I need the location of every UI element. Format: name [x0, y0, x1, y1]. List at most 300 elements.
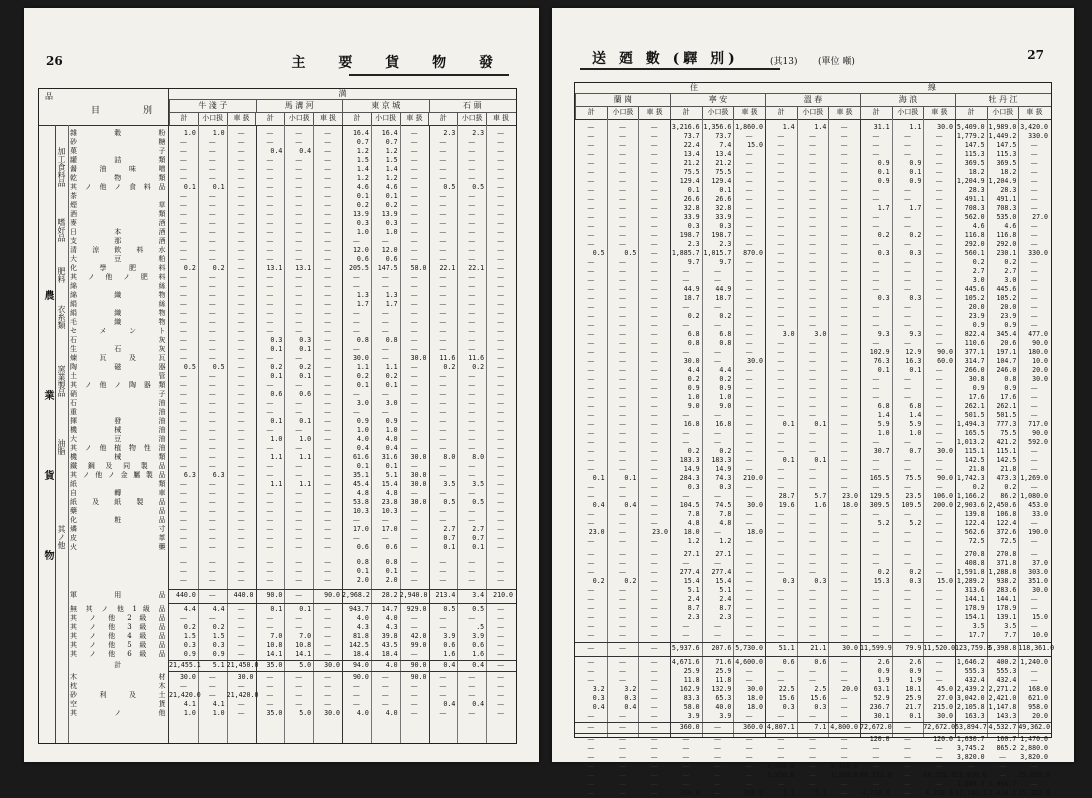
right-cell: 7.8 — [719, 510, 732, 518]
right-empty-dash: — — [777, 195, 785, 203]
right-empty-dash: — — [650, 249, 658, 257]
right-empty-dash: — — [650, 330, 658, 338]
right-misc-cell: 3.2 — [592, 685, 605, 693]
right-empty-dash: — — [808, 348, 816, 356]
right-empty-dash: — — [840, 411, 848, 419]
right-empty-dash: — — [618, 420, 626, 428]
left-bottom-empty-dash: — — [439, 691, 447, 699]
right-empty-dash: — — [935, 141, 943, 149]
right-cell: 23.0 — [652, 528, 668, 536]
right-misc-cell: 25.9 — [905, 694, 922, 702]
left-cell: 30.0 — [410, 471, 427, 479]
left-empty-dash: — — [468, 273, 476, 281]
right-empty-dash: — — [840, 303, 848, 311]
left-empty-dash: — — [179, 390, 187, 398]
right-bottom-empty-dash: — — [745, 780, 753, 788]
left-cell: 58.0 — [410, 264, 427, 272]
left-empty-dash: — — [266, 558, 274, 566]
right-empty-dash: — — [872, 465, 880, 473]
left-empty-dash: — — [324, 138, 332, 146]
left-empty-dash: — — [179, 345, 187, 353]
right-bottom-empty-dash: — — [1030, 780, 1038, 788]
left-empty-dash: — — [352, 345, 360, 353]
right-empty-dash: — — [745, 330, 753, 338]
right-bottom-empty-dash: — — [840, 789, 848, 797]
right-bottom-empty-dash: — — [777, 753, 785, 761]
left-empty-dash: — — [352, 516, 360, 524]
left-empty-dash: — — [295, 291, 303, 299]
right-cell: 421.2 — [996, 438, 1017, 446]
left-misc-cell: 18.4 — [381, 650, 398, 658]
right-cell: 0.2 — [719, 375, 732, 383]
right-empty-dash: — — [872, 321, 880, 329]
left-cell: 1.2 — [385, 174, 398, 182]
right-cell: 1,269.0 — [1020, 474, 1048, 482]
left-cell: 0.1 — [212, 183, 225, 191]
right-military-cell: 207.6 — [711, 644, 732, 652]
right-empty-dash: — — [872, 483, 880, 491]
left-cell: 0.5 — [443, 498, 456, 506]
right-empty-dash: — — [1030, 411, 1038, 419]
right-empty-dash: — — [935, 213, 943, 221]
right-cell: 262.1 — [964, 402, 985, 410]
right-empty-dash: — — [682, 559, 690, 567]
left-empty-dash: — — [468, 246, 476, 254]
left-misc-cell: 4.0 — [385, 614, 398, 622]
left-misc-empty-dash: — — [439, 614, 447, 622]
right-bottom-cell: 15,322.0 — [1018, 789, 1051, 797]
left-item-label: 土 管 — [70, 372, 166, 380]
right-bottom-empty-dash: — — [903, 780, 911, 788]
right-empty-dash: — — [745, 604, 753, 612]
right-bottom-cell: 7.1 — [782, 789, 795, 797]
left-empty-dash: — — [295, 489, 303, 497]
right-empty-dash: — — [872, 631, 880, 639]
right-cell: 230.1 — [996, 249, 1017, 257]
right-empty-dash: — — [1030, 141, 1038, 149]
right-empty-dash: — — [618, 375, 626, 383]
right-empty-dash: — — [682, 411, 690, 419]
left-empty-dash: — — [324, 417, 332, 425]
left-cell: 1.7 — [356, 300, 369, 308]
left-empty-dash: — — [266, 516, 274, 524]
right-bottom-empty-dash: — — [840, 744, 848, 752]
right-cell: 5.1 — [719, 586, 732, 594]
left-empty-dash: — — [352, 390, 360, 398]
left-empty-dash: — — [439, 156, 447, 164]
right-empty-dash: — — [872, 132, 880, 140]
right-empty-dash: — — [903, 613, 911, 621]
right-cell: 0.2 — [877, 568, 890, 576]
left-empty-dash: — — [468, 567, 476, 575]
left-empty-dash: — — [208, 138, 216, 146]
right-bottom-empty-dash: — — [777, 780, 785, 788]
right-misc-empty-dash: — — [618, 667, 626, 675]
right-misc-empty-dash: — — [777, 676, 785, 684]
right-cell: 592.0 — [1028, 438, 1048, 446]
left-empty-dash: — — [497, 471, 505, 479]
left-empty-dash: — — [208, 444, 216, 452]
right-misc-cell: 21.7 — [905, 703, 922, 711]
left-item-label: 煉 瓦 及 瓦 — [70, 354, 166, 362]
left-empty-dash: — — [266, 237, 274, 245]
right-bottom-empty-dash: — — [872, 753, 880, 761]
right-empty-dash: — — [1030, 240, 1038, 248]
left-empty-dash: — — [497, 255, 505, 263]
right-empty-dash: — — [777, 483, 785, 491]
left-empty-dash: — — [179, 201, 187, 209]
left-empty-dash: — — [237, 543, 245, 551]
right-empty-dash: — — [745, 276, 753, 284]
right-cell: 0.2 — [687, 375, 700, 383]
category-label: 加工食料品 — [57, 147, 66, 187]
right-empty-dash: — — [650, 141, 658, 149]
right-cell: 4.4 — [719, 366, 732, 374]
left-misc-cell: 0.1 — [270, 605, 283, 613]
right-cell: 0.2 — [909, 231, 922, 239]
right-total-empty-dash: — — [650, 723, 658, 731]
right-subcol-header: 車 扱 — [638, 106, 670, 119]
left-cell: 6.3 — [212, 471, 225, 479]
left-empty-dash: — — [179, 228, 187, 236]
right-misc-cell: 163.3 — [964, 712, 985, 720]
right-misc-cell: 1.9 — [877, 676, 890, 684]
right-empty-dash: — — [587, 559, 595, 567]
right-empty-dash: — — [587, 510, 595, 518]
right-empty-dash: — — [840, 168, 848, 176]
right-cell: 0.2 — [1004, 483, 1017, 491]
right-bottom-empty-dash: — — [808, 762, 816, 770]
left-cell: 0.2 — [212, 264, 225, 272]
right-empty-dash: — — [713, 303, 721, 311]
right-bottom-empty-dash: — — [587, 771, 595, 779]
left-empty-dash: — — [208, 489, 216, 497]
left-cell: 0.1 — [270, 372, 283, 380]
right-empty-dash: — — [745, 510, 753, 518]
right-empty-dash: — — [587, 186, 595, 194]
left-misc-cell: 4.4 — [212, 605, 225, 613]
left-misc-empty-dash: — — [497, 605, 505, 613]
right-cell: 0.2 — [909, 568, 922, 576]
right-cell: 90.0 — [937, 348, 953, 356]
item-column-left — [68, 125, 169, 743]
left-misc-empty-dash: — — [324, 605, 332, 613]
right-empty-dash: — — [745, 366, 753, 374]
left-bottom-empty-dash: — — [208, 673, 216, 681]
right-empty-dash: — — [840, 402, 848, 410]
right-empty-dash: — — [903, 375, 911, 383]
left-empty-dash: — — [497, 219, 505, 227]
left-empty-dash: — — [266, 219, 274, 227]
right-bottom-empty-dash: — — [682, 753, 690, 761]
right-empty-dash: — — [745, 492, 753, 500]
right-empty-dash: — — [713, 348, 721, 356]
right-empty-dash: — — [935, 177, 943, 185]
left-empty-dash: — — [237, 219, 245, 227]
right-empty-dash: — — [808, 622, 816, 630]
right-empty-dash: — — [650, 402, 658, 410]
left-empty-dash: — — [324, 183, 332, 191]
right-empty-dash: — — [872, 276, 880, 284]
right-cell: 18.2 — [1000, 168, 1017, 176]
right-cell: 5,409.0 — [956, 123, 985, 131]
right-empty-dash: — — [840, 447, 848, 455]
left-bottom-empty-dash: — — [410, 682, 418, 690]
right-empty-dash: — — [587, 519, 595, 527]
right-empty-dash: — — [872, 586, 880, 594]
left-item-label: 清 涼 飲 料 水 — [70, 246, 166, 254]
left-empty-dash: — — [468, 489, 476, 497]
left-military-cell: 440.0 — [175, 591, 196, 599]
left-empty-dash: — — [295, 381, 303, 389]
left-empty-dash: — — [295, 282, 303, 290]
right-empty-dash: — — [587, 483, 595, 491]
left-empty-dash: — — [324, 372, 332, 380]
right-cell: 445.6 — [964, 285, 985, 293]
left-misc-empty-dash: — — [497, 650, 505, 658]
right-cell: 14.9 — [683, 465, 700, 473]
left-empty-dash: — — [439, 516, 447, 524]
left-cell: 1.1 — [270, 453, 283, 461]
station-header-row-right — [575, 93, 1051, 107]
right-cell: 15.3 — [873, 577, 890, 585]
right-misc-empty-dash: — — [650, 712, 658, 720]
right-empty-dash: — — [618, 186, 626, 194]
right-cell: 106.8 — [996, 510, 1017, 518]
left-empty-dash: — — [237, 354, 245, 362]
left-empty-dash: — — [208, 237, 216, 245]
left-misc-empty-dash: — — [439, 623, 447, 631]
right-cell: 3.0 — [814, 330, 827, 338]
left-empty-dash: — — [208, 156, 216, 164]
left-cell: 0.2 — [472, 363, 485, 371]
left-military-cell: 90.0 — [266, 591, 283, 599]
right-misc-empty-dash: — — [650, 703, 658, 711]
right-empty-dash: — — [618, 568, 626, 576]
group-label: 物 — [42, 550, 53, 560]
right-misc-cell: 0.3 — [592, 694, 605, 702]
right-empty-dash: — — [903, 285, 911, 293]
right-empty-dash: — — [840, 330, 848, 338]
right-empty-dash: — — [808, 177, 816, 185]
right-misc-empty-dash: — — [840, 667, 848, 675]
right-military-cell: 30.0 — [842, 644, 858, 652]
left-item-label: 紙 類 — [70, 480, 166, 488]
right-empty-dash: — — [618, 276, 626, 284]
left-empty-dash: — — [497, 282, 505, 290]
left-empty-dash: — — [324, 228, 332, 236]
right-cell: 0.8 — [687, 339, 700, 347]
left-military-cell: 90.0 — [324, 591, 340, 599]
left-bottom-empty-dash: — — [497, 673, 505, 681]
right-misc-empty-dash: — — [840, 703, 848, 711]
left-empty-dash: — — [410, 282, 418, 290]
right-empty-dash: — — [745, 231, 753, 239]
right-empty-dash: — — [840, 429, 848, 437]
right-empty-dash: — — [618, 393, 626, 401]
left-empty-dash: — — [179, 408, 187, 416]
right-empty-dash: — — [745, 622, 753, 630]
right-empty-dash: — — [650, 438, 658, 446]
left-cell: 1.5 — [356, 156, 369, 164]
right-empty-dash: — — [777, 528, 785, 536]
left-empty-dash: — — [497, 129, 505, 137]
right-subcol-header: 計 — [955, 106, 987, 119]
right-cell: 5.2 — [877, 519, 890, 527]
right-empty-dash: — — [745, 402, 753, 410]
left-subcol-header: 小口扱 — [284, 112, 313, 125]
right-cell: 8.7 — [719, 604, 732, 612]
right-empty-dash: — — [650, 294, 658, 302]
left-cell: 0.8 — [356, 558, 369, 566]
left-empty-dash: — — [324, 381, 332, 389]
right-cell: 183.3 — [679, 456, 700, 464]
right-empty-dash: — — [587, 411, 595, 419]
left-misc-empty-dash: — — [324, 650, 332, 658]
right-empty-dash: — — [777, 303, 785, 311]
left-empty-dash: — — [208, 219, 216, 227]
right-cell: 15.4 — [683, 577, 700, 585]
right-empty-dash: — — [872, 384, 880, 392]
left-cell: 0.5 — [443, 183, 456, 191]
right-cell: 938.2 — [996, 577, 1017, 585]
right-empty-dash: — — [618, 312, 626, 320]
right-empty-dash: — — [840, 483, 848, 491]
right-misc-cell: 1.9 — [909, 676, 922, 684]
right-empty-dash: — — [587, 231, 595, 239]
right-misc-empty-dash: — — [1030, 667, 1038, 675]
left-empty-dash: — — [295, 471, 303, 479]
right-empty-dash: — — [618, 159, 626, 167]
right-cell: 2.4 — [687, 595, 700, 603]
left-empty-dash: — — [381, 282, 389, 290]
right-empty-dash: — — [935, 537, 943, 545]
right-empty-dash: — — [682, 321, 690, 329]
left-item-label: 麥 酒 — [70, 219, 166, 227]
right-misc-empty-dash: — — [618, 658, 626, 666]
left-empty-dash: — — [179, 426, 187, 434]
right-empty-dash: — — [777, 519, 785, 527]
left-empty-dash: — — [208, 534, 216, 542]
right-cell: 122.4 — [964, 519, 985, 527]
left-empty-dash: — — [381, 390, 389, 398]
left-empty-dash: — — [237, 282, 245, 290]
left-empty-dash: — — [266, 327, 274, 335]
left-empty-dash: — — [410, 129, 418, 137]
left-cell: 5.1 — [385, 471, 398, 479]
left-cell: 1.0 — [212, 129, 225, 137]
left-cell: 3.5 — [443, 480, 456, 488]
left-empty-dash: — — [352, 309, 360, 317]
left-empty-dash: — — [497, 201, 505, 209]
right-bottom-cell: 3,450.0 — [830, 762, 858, 770]
right-misc-cell: 4,600.0 — [735, 658, 763, 666]
right-empty-dash: — — [903, 276, 911, 284]
right-empty-dash: — — [650, 492, 658, 500]
right-bottom-empty-dash: — — [808, 753, 816, 761]
right-misc-empty-dash: — — [587, 676, 595, 684]
right-cell: 0.1 — [782, 456, 795, 464]
left-empty-dash: — — [237, 264, 245, 272]
right-cell: 1,204.9 — [956, 177, 985, 185]
left-cell: 0.3 — [299, 336, 312, 344]
left-cell: 1.4 — [356, 165, 369, 173]
right-empty-dash: — — [808, 213, 816, 221]
left-cell: 1.3 — [385, 291, 398, 299]
unit-label: (單位 噸) — [818, 57, 855, 67]
right-cell: 0.1 — [909, 366, 922, 374]
right-misc-empty-dash: — — [618, 676, 626, 684]
left-empty-dash: — — [324, 489, 332, 497]
left-empty-dash: — — [179, 534, 187, 542]
left-misc-label: 其 ノ 他 3 級 品 — [70, 623, 166, 631]
right-cell: 10.0 — [1032, 357, 1048, 365]
left-empty-dash: — — [179, 489, 187, 497]
left-empty-dash: — — [266, 543, 274, 551]
right-empty-dash: — — [745, 483, 753, 491]
left-bottom-empty-dash: — — [497, 682, 505, 690]
right-cell: 3.5 — [972, 622, 985, 630]
left-empty-dash: — — [324, 345, 332, 353]
category-label: 窯業製品 — [57, 365, 66, 397]
left-empty-dash: — — [497, 372, 505, 380]
right-empty-dash: — — [713, 528, 721, 536]
left-item-label: 煙 草 — [70, 201, 166, 209]
left-cell: 1.1 — [385, 363, 398, 371]
right-bottom-empty-dash: — — [713, 762, 721, 770]
right-bottom-empty-dash: — — [840, 735, 848, 743]
right-bottom-empty-dash: — — [618, 735, 626, 743]
left-military-cell: 3.4 — [472, 591, 485, 599]
left-empty-dash: — — [179, 525, 187, 533]
left-empty-dash: — — [381, 327, 389, 335]
right-bottom-cell: 68,222.0 — [860, 771, 892, 779]
corner-right-label: 別 — [143, 106, 153, 116]
left-bottom-empty-dash: — — [468, 682, 476, 690]
left-empty-dash: — — [324, 165, 332, 173]
right-subcol-header: 小口扱 — [607, 106, 639, 119]
left-empty-dash: — — [208, 390, 216, 398]
right-cell: 86.2 — [1000, 492, 1017, 500]
right-misc-cell: 2.6 — [877, 658, 890, 666]
right-cell: 501.5 — [996, 411, 1017, 419]
left-empty-dash: — — [237, 471, 245, 479]
left-empty-dash: — — [410, 246, 418, 254]
right-empty-dash: — — [903, 339, 911, 347]
left-empty-dash: — — [266, 534, 274, 542]
right-misc-cell: 15.6 — [778, 694, 795, 702]
page-title-left: 主 要 貨 物 發 — [291, 55, 507, 71]
left-empty-dash: — — [497, 516, 505, 524]
right-total-empty-dash: — — [587, 723, 595, 731]
right-empty-dash: — — [618, 150, 626, 158]
right-cell: 2.3 — [719, 613, 732, 621]
left-empty-dash: — — [410, 327, 418, 335]
left-item-label: 日 本 酒 — [70, 228, 166, 236]
right-empty-dash: — — [872, 613, 880, 621]
left-empty-dash: — — [324, 237, 332, 245]
right-empty-dash: — — [808, 519, 816, 527]
right-cell: 9.0 — [687, 402, 700, 410]
right-empty-dash: — — [713, 438, 721, 446]
left-cell: 2.0 — [356, 576, 369, 584]
left-empty-dash: — — [179, 237, 187, 245]
left-empty-dash: — — [439, 426, 447, 434]
left-misc-empty-dash: — — [237, 641, 245, 649]
left-misc-empty-dash: — — [497, 614, 505, 622]
right-empty-dash: — — [777, 204, 785, 212]
left-empty-dash: — — [410, 309, 418, 317]
